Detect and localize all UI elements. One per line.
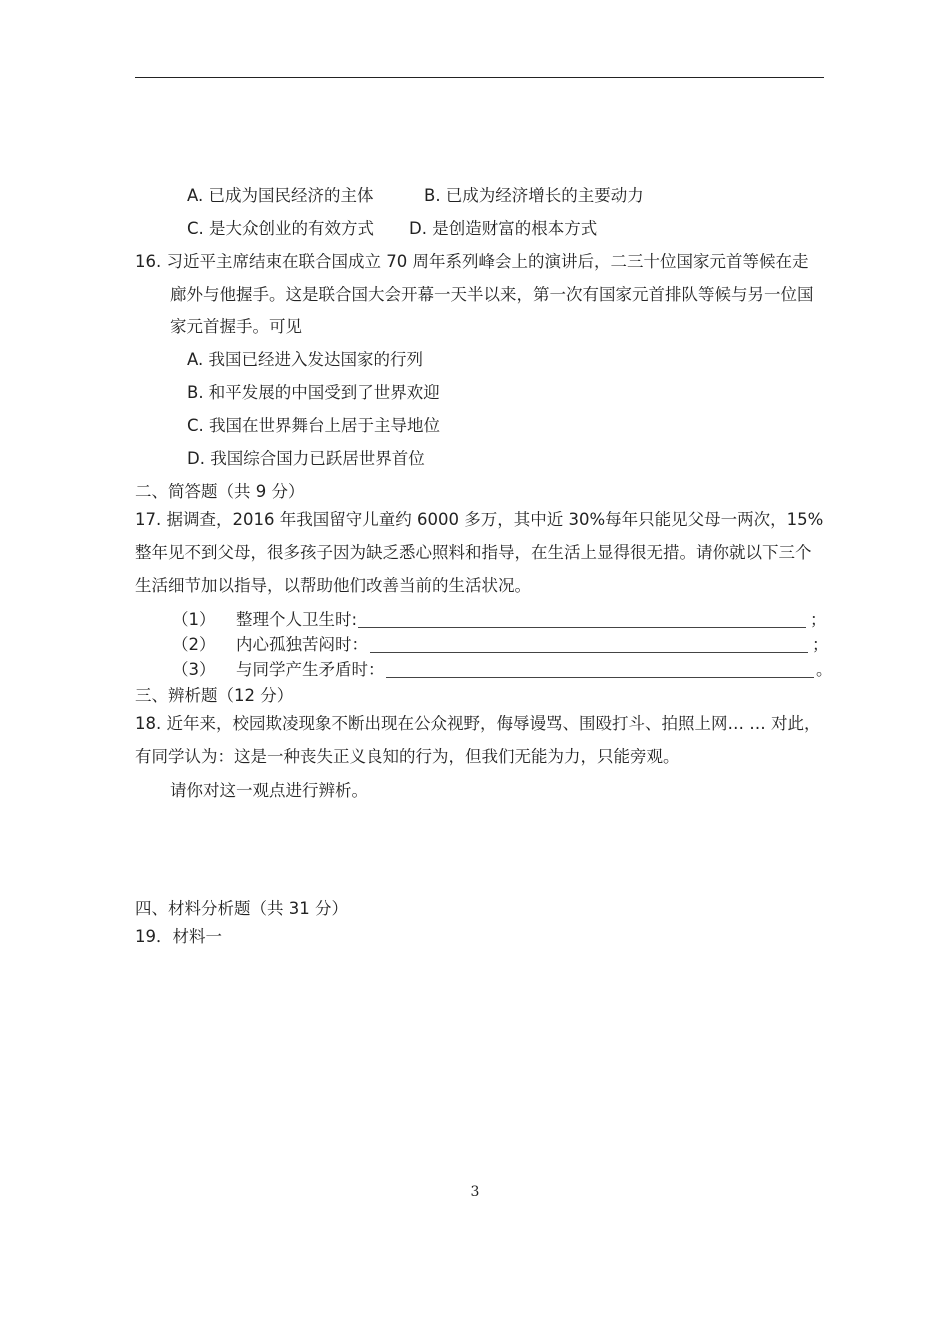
q16-stem-line2: 廊外与他握手。这是联合国大会开幕一天半以来，第一次有国家元首排队等候与另一位国 [170, 285, 814, 304]
q17-stem-line2: 整年见不到父母，很多孩子因为缺乏悉心照料和指导，在生活上显得很无措。请你就以下三个 [135, 543, 812, 562]
section4-heading: 四、材料分析题（共 31 分） [135, 899, 348, 918]
header-rule [135, 77, 824, 78]
q15-option-d: D. 是创造财富的根本方式 [409, 219, 598, 238]
q16-option-b: B. 和平发展的中国受到了世界欢迎 [187, 383, 440, 402]
q16-stem-line1: 16. 习近平主席结束在联合国成立 70 周年系列峰会上的演讲后，二三十位国家元首等候在走 [135, 252, 809, 271]
section3-heading: 三、辨析题（12 分） [135, 686, 294, 705]
q17-item-1-answer-blank[interactable] [358, 627, 806, 628]
q17-item-2-end: ； [812, 635, 829, 654]
q17-item-3 [172, 660, 832, 682]
q17-item-3-end: 。 [816, 660, 833, 679]
q17-item-2 [172, 635, 829, 657]
q18-stem-line1: 18. 近年来，校园欺凌现象不断出现在公众视野，侮辱谩骂、围殴打斗、拍照上网… … 对此， [135, 714, 821, 733]
q16-option-a: A. 我国已经进入发达国家的行列 [187, 350, 423, 369]
q17-stem-line3: 生活细节加以指导，以帮助他们改善当前的生活状况。 [135, 576, 531, 595]
q15-option-b: B. 已成为经济增长的主要动力 [424, 186, 644, 205]
q18-stem-line2: 有同学认为：这是一种丧失正义良知的行为，但我们无能为力，只能旁观。 [135, 747, 680, 766]
q17-item-2-answer-blank[interactable] [370, 652, 808, 653]
q17-item-1 [172, 610, 827, 632]
section2-heading: 二、简答题（共 9 分） [135, 482, 305, 501]
q19-material-label: 19．材料一 [135, 927, 222, 946]
q18-prompt: 请你对这一观点进行辨析。 [170, 781, 368, 800]
q17-item-2-number: （2） [172, 635, 216, 654]
q15-option-c: C. 是大众创业的有效方式 [187, 219, 375, 238]
q16-stem-line3: 家元首握手。可见 [170, 317, 302, 336]
q15-option-a: A. 已成为国民经济的主体 [187, 186, 374, 205]
q17-item-1-end: ； [810, 610, 827, 629]
q17-item-3-answer-blank[interactable] [386, 677, 814, 678]
q17-item-1-label: 整理个人卫生时: [236, 610, 358, 629]
q17-item-3-label: 与同学产生矛盾时： [236, 660, 385, 679]
page-number: 3 [470, 1184, 480, 1200]
q17-stem-line1: 17. 据调查，2016 年我国留守儿童约 6000 多万，其中近 30%每年只能见父母一两次，15% [135, 510, 824, 529]
q17-item-2-label: 内心孤独苦闷时： [236, 635, 368, 654]
q17-item-3-number: （3） [172, 660, 216, 679]
q16-option-c: C. 我国在世界舞台上居于主导地位 [187, 416, 441, 435]
q17-item-1-number: （1） [172, 610, 216, 629]
q16-option-d: D. 我国综合国力已跃居世界首位 [187, 449, 425, 468]
